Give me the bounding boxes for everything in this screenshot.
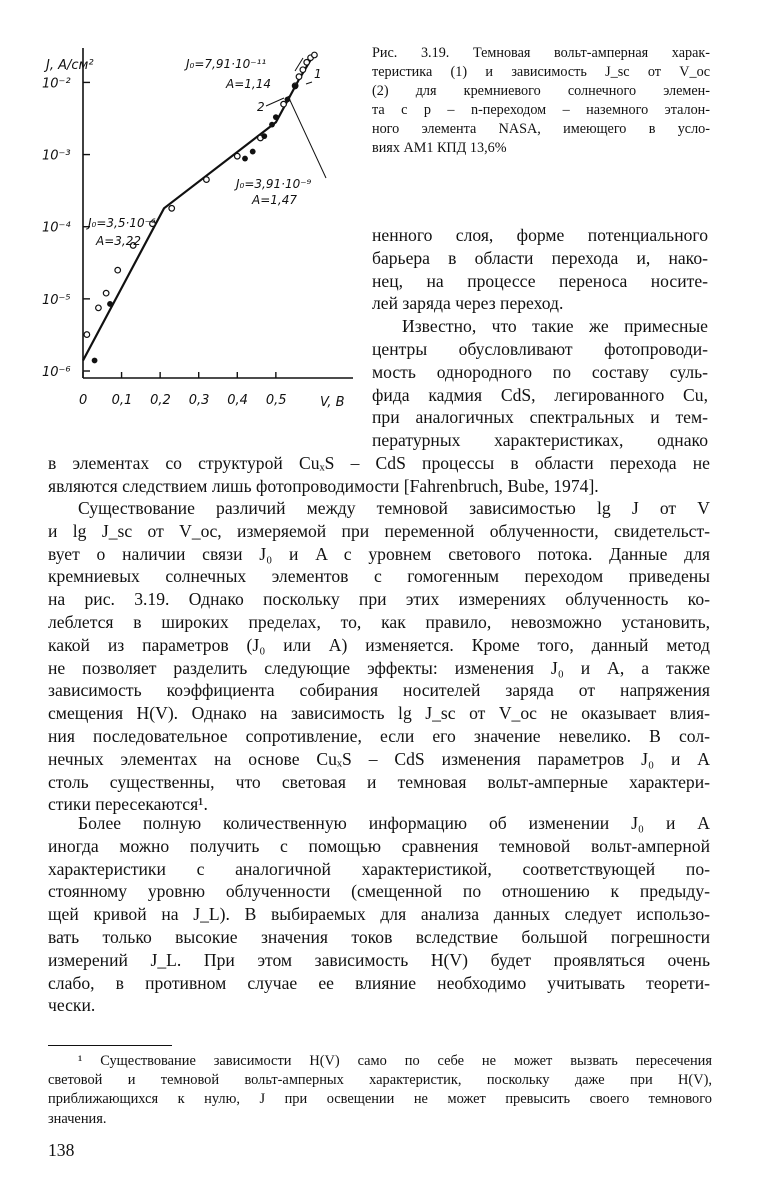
text-line: стоянному уровню облученности (смещенной по отношению к предыду- <box>48 881 710 902</box>
chart-axes <box>83 48 353 378</box>
x-tick-label: 0,5 <box>265 393 287 408</box>
y-tick-label: 10⁻⁶ <box>42 365 71 381</box>
y-tick-label: 10⁻⁵ <box>42 292 71 308</box>
x-axis-label: V, В <box>320 395 345 410</box>
caption-line: та с p – n-переходом – наземного эталон- <box>372 102 710 118</box>
data-point-series-2 <box>261 133 267 139</box>
data-point-series-2 <box>292 84 298 90</box>
text-line: смещения H(V). Однако на зависимость lg J_sc от V_oc не оказывает влия- <box>48 703 710 724</box>
text-line: не позволяет разделить следующие эффекты: изменения J₀ и A, а также <box>48 657 710 678</box>
caption-line: ного элемента NASA, имеющего в усло- <box>372 121 710 137</box>
text-line: барьера в области перехода и, нако- <box>372 247 708 268</box>
text-line: и lg J_sc от V_oc, измеряемой при переменной облученности, свидетельст- <box>48 520 710 541</box>
text-line: мость однородного по составу суль- <box>372 361 708 382</box>
curve-1-label: 1 <box>314 67 322 81</box>
caption-line: теристика (1) и зависимость J_sc от V_oc <box>372 64 710 80</box>
caption-line: Рис. 3.19. Темновая вольт-амперная харак- <box>372 45 710 61</box>
data-point-series-2 <box>269 122 275 128</box>
text-line: какой из параметров (J₀ или A) изменяется. Кроме того, данный метод <box>48 634 710 655</box>
y-axis-label: J, A/см² <box>46 58 94 73</box>
footnote-line: ¹ Существование зависимости H(V) само по себе не может вызвать пересечения <box>78 1053 712 1069</box>
footnote-line: световой и темновой вольт-амперных характеристик, поскольку даже при H(V), <box>48 1072 712 1089</box>
data-point-series-2 <box>250 149 256 155</box>
data-point-series-1 <box>115 267 121 273</box>
y-tick-label: 10⁻³ <box>42 148 71 164</box>
page-number: 138 <box>48 1140 75 1160</box>
tick-labels <box>42 76 287 408</box>
text-line: лей заряда через переход. <box>372 293 564 314</box>
text-line: ненного слоя, форме потенциального <box>372 225 708 245</box>
body-column-text <box>372 224 708 452</box>
paragraph-1-continued <box>48 452 710 498</box>
text-line: леблется в широких пределах, то, как правило, невозможно установить, <box>48 611 710 632</box>
leader-mid <box>288 96 326 178</box>
annotation-mid-a: A=1,47 <box>252 193 297 207</box>
text-line: являются следствием лишь фотопроводимости [Fahrenbruch, Bube, 1974]. <box>48 475 599 496</box>
figure-3-19 <box>38 38 366 418</box>
data-point-series-1 <box>204 177 210 183</box>
annotation-mid-j0: J₀=3,91·10⁻⁹ <box>236 177 312 191</box>
text-line: измерений J_L. При этом зависимость H(V) будет проявляться очень <box>48 949 710 970</box>
text-line: центры обусловливают фотопроводи- <box>372 338 708 359</box>
text-line: на рис. 3.19. Однако поскольку при этих измерениях облученность ко- <box>48 589 710 610</box>
text-line: Известно, что такие же примесные <box>402 316 708 337</box>
text-line: стики пересекаются¹. <box>48 794 208 815</box>
data-point-series-1 <box>169 205 175 211</box>
text-line: фида кадмия CdS, легированного Cu, <box>372 384 708 405</box>
text-line: в элементах со структурой CuₓS – CdS процессы в области перехода не <box>48 453 710 473</box>
footnote-rule <box>48 1045 172 1046</box>
text-line: иногда можно получить с помощью сравнения темновой вольт-амперной <box>48 835 710 856</box>
annotation-top-j0: J₀=7,91·10⁻¹¹ <box>186 57 267 71</box>
figure-caption <box>372 44 710 158</box>
curve-2-label: 2 <box>257 100 265 114</box>
data-point-series-1 <box>234 153 240 159</box>
text-line: Более полную количественную информацию об изменении J₀ и A <box>78 813 710 833</box>
paragraph-2 <box>48 497 710 816</box>
y-tick-label: 10⁻⁴ <box>42 220 71 236</box>
text-line: вует о наличии связи J₀ и A с уровнем светового потока. Данные для <box>48 543 710 564</box>
text-line: кремниевых солнечных элементов с гомогенным переходом приведены <box>48 566 710 587</box>
data-point-series-2 <box>242 156 248 162</box>
data-point-series-2 <box>273 114 279 120</box>
leader-curve-1 <box>306 82 312 84</box>
data-point-series-2 <box>92 358 98 364</box>
text-line: чески. <box>48 995 96 1016</box>
caption-line: (2) для кремниевого солнечного элемен- <box>372 83 710 99</box>
footnote-line: приближающихся к нулю, J при освещении не может превысить своего темнового <box>48 1091 712 1108</box>
text-line: ния последовательное сопротивление, если его значение невелико. В сол- <box>48 725 710 746</box>
text-line: характеристики с аналогичной характеристикой, соответствующей по- <box>48 858 710 879</box>
data-point-series-1 <box>296 74 302 80</box>
data-point-series-1 <box>281 101 287 107</box>
annotation-low-j0: J₀=3,5·10⁻⁶ <box>88 216 156 230</box>
text-line: столь существенны, что световая и темновая вольт-амперные характери- <box>48 771 710 792</box>
footnote-line: значения. <box>48 1110 107 1127</box>
y-tick-label: 10⁻² <box>42 76 71 92</box>
x-tick-label: 0,1 <box>111 393 133 408</box>
data-point-series-1 <box>312 52 318 58</box>
text-line: нечных элементах на основе CuₓS – CdS изменения параметров J₀ и A <box>48 748 710 769</box>
text-line: вать только высокие значения токов вследствие большой погрешности <box>48 926 710 947</box>
text-line: слабо, в противном случае ее влияние необходимо учитывать теорети- <box>48 972 710 993</box>
x-tick-label: 0,3 <box>188 393 210 408</box>
footnote <box>48 1052 712 1129</box>
data-point-series-2 <box>107 301 113 307</box>
annotation-low-a: A=3,22 <box>96 234 141 248</box>
x-tick-label: 0,4 <box>227 393 248 408</box>
text-line: при аналогичных спектральных и тем- <box>372 407 708 428</box>
data-point-series-1 <box>103 290 109 296</box>
text-line: щей кривой на J_L). В выбираемых для анализа данных следует использо- <box>48 904 710 925</box>
data-point-series-1 <box>300 67 306 73</box>
data-point-series-1 <box>96 305 102 311</box>
text-line: зависимость коэффициента собирания носителей заряда от напряжения <box>48 680 710 701</box>
data-point-series-1 <box>84 332 90 338</box>
text-line: пературных характеристиках, однако <box>372 430 708 451</box>
paragraph-3 <box>48 812 710 1017</box>
iv-chart <box>38 38 366 418</box>
caption-line: виях AM1 КПД 13,6% <box>372 140 507 156</box>
x-tick-label: 0,2 <box>150 393 171 408</box>
text-line: Существование различий между темновой зависимостью lg J от V <box>78 498 710 518</box>
annotation-top-a: A=1,14 <box>226 77 271 91</box>
text-line: нец, на процессе переноса носите- <box>372 270 708 291</box>
x-tick-label: 0 <box>79 393 88 408</box>
